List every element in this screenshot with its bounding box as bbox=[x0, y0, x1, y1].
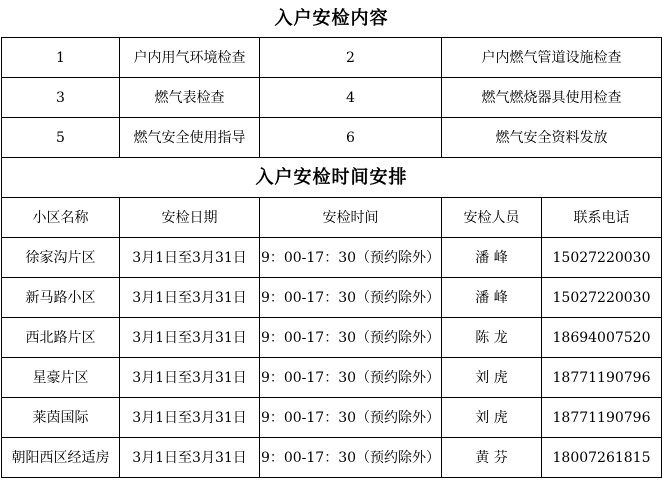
schedule-header-row bbox=[2, 198, 662, 238]
date-cell: 3月1日至3月31日 bbox=[120, 238, 260, 278]
content-item-number: 4 bbox=[260, 78, 442, 118]
schedule-section-title: 入户安检时间安排 bbox=[2, 158, 662, 198]
phone-cell: 18007261815 bbox=[542, 438, 662, 478]
time-cell: 9：00-17：30（预约除外） bbox=[260, 318, 442, 358]
content-item-number: 3 bbox=[2, 78, 120, 118]
content-row bbox=[2, 78, 662, 118]
date-cell: 3月1日至3月31日 bbox=[120, 278, 260, 318]
header-community: 小区名称 bbox=[2, 198, 120, 238]
date-cell: 3月1日至3月31日 bbox=[120, 398, 260, 438]
header-date: 安检日期 bbox=[120, 198, 260, 238]
content-title-row bbox=[2, 0, 662, 38]
date-cell: 3月1日至3月31日 bbox=[120, 318, 260, 358]
time-cell: 9：00-17：30（预约除外） bbox=[260, 278, 442, 318]
phone-cell: 15027220030 bbox=[542, 238, 662, 278]
inspection-sheet bbox=[1, 0, 662, 478]
content-item-number: 6 bbox=[260, 118, 442, 158]
time-cell: 9：00-17：30（预约除外） bbox=[260, 358, 442, 398]
community-cell: 新马路小区 bbox=[2, 278, 120, 318]
content-item-number: 1 bbox=[2, 38, 120, 78]
community-cell: 西北路片区 bbox=[2, 318, 120, 358]
content-item: 户内燃气管道设施检查 bbox=[442, 38, 662, 78]
header-time: 安检时间 bbox=[260, 198, 442, 238]
phone-cell: 18771190796 bbox=[542, 398, 662, 438]
content-item: 燃气安全使用指导 bbox=[120, 118, 260, 158]
schedule-row bbox=[2, 278, 662, 318]
content-row bbox=[2, 38, 662, 78]
content-row bbox=[2, 118, 662, 158]
inspector-cell: 潘 峰 bbox=[442, 278, 542, 318]
community-cell: 徐家沟片区 bbox=[2, 238, 120, 278]
schedule-row bbox=[2, 238, 662, 278]
community-cell: 莱茵国际 bbox=[2, 398, 120, 438]
time-cell: 9：00-17：30（预约除外） bbox=[260, 398, 442, 438]
inspector-cell: 潘 峰 bbox=[442, 238, 542, 278]
content-section-title: 入户安检内容 bbox=[2, 0, 662, 38]
content-item-number: 2 bbox=[260, 38, 442, 78]
phone-cell: 18771190796 bbox=[542, 358, 662, 398]
content-item: 燃气表检查 bbox=[120, 78, 260, 118]
content-item: 燃气燃烧器具使用检查 bbox=[442, 78, 662, 118]
schedule-row bbox=[2, 398, 662, 438]
time-cell: 9：00-17：30（预约除外） bbox=[260, 438, 442, 478]
inspector-cell: 陈 龙 bbox=[442, 318, 542, 358]
schedule-title-row bbox=[2, 158, 662, 198]
content-item: 燃气安全资料发放 bbox=[442, 118, 662, 158]
content-item-number: 5 bbox=[2, 118, 120, 158]
phone-cell: 18694007520 bbox=[542, 318, 662, 358]
header-inspector: 安检人员 bbox=[442, 198, 542, 238]
time-cell: 9：00-17：30（预约除外） bbox=[260, 238, 442, 278]
content-item: 户内用气环境检查 bbox=[120, 38, 260, 78]
date-cell: 3月1日至3月31日 bbox=[120, 358, 260, 398]
date-cell: 3月1日至3月31日 bbox=[120, 438, 260, 478]
schedule-row bbox=[2, 318, 662, 358]
inspector-cell: 刘 虎 bbox=[442, 358, 542, 398]
inspector-cell: 黄 芬 bbox=[442, 438, 542, 478]
community-cell: 星豪片区 bbox=[2, 358, 120, 398]
community-cell: 朝阳西区经适房 bbox=[2, 438, 120, 478]
inspector-cell: 刘 虎 bbox=[442, 398, 542, 438]
schedule-row bbox=[2, 358, 662, 398]
phone-cell: 15027220030 bbox=[542, 278, 662, 318]
header-phone: 联系电话 bbox=[542, 198, 662, 238]
schedule-row bbox=[2, 438, 662, 478]
